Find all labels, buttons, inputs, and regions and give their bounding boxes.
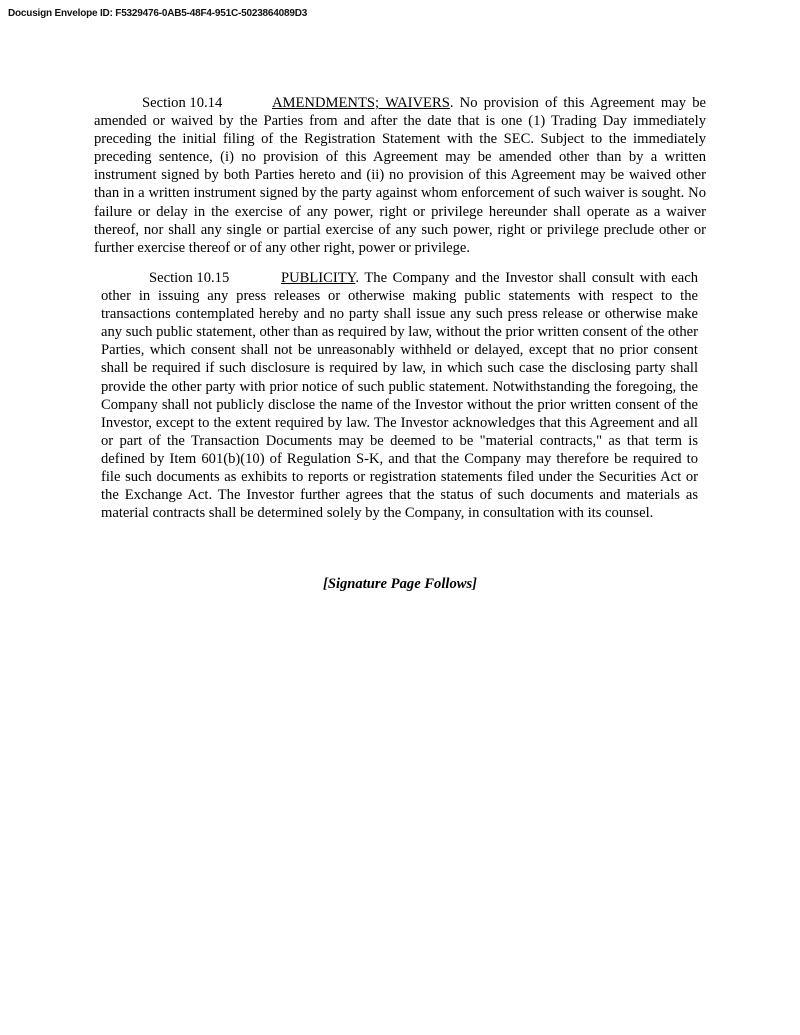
- section-heading: PUBLICITY: [281, 270, 356, 286]
- section-body: . No provision of this Agreement may be amended or waived by the Parties from and after the date that is one (1) Trading Day immediately preceding the initial filing of the Registration Statement with the SEC. Subject to the immediately preceding sentence, (i) no provision of this Agreement may be amended other than by a written instrument signed by both Parties hereto and (ii) no provision of this Agreement may be waived other than in a written instrument signed by the party against whom enforcement of such waiver is sought. No failure or delay in the exercise of any power, right or privilege hereunder shall operate as a waiver thereof, nor shall any single or partial exercise of any such power, right or privilege preclude other or further exercise thereof or of any other right, power or privilege.: [94, 95, 706, 256]
- section-10-14-paragraph: [94, 94, 706, 257]
- signature-page-note: [Signature Page Follows]: [322, 576, 478, 592]
- section-body: . The Company and the Investor shall consult with each other in issuing any press releases or otherwise making public statements with respect to the transactions contemplated hereby and no party shall issue any such press release or otherwise make any such public statement, other than as required by law, without the prior written consent of the other Parties, which consent shall not be unreasonably withheld or delayed, except that no prior consent shall be required if such disclosure is required by law, in which such case the disclosing party shall provide the other party with prior notice of such public statement. Notwithstanding the foregoing, the Company shall not publicly disclose the name of the Investor without the prior written consent of the Investor, except to the extent required by law. The Investor acknowledges that this Agreement and all or part of the Transaction Documents may be deemed to be "material contracts," as that term is defined by Item 601(b)(10) of Regulation S-K, and that the Company may therefore be required to file such documents as exhibits to reports or registration statements filed under the Securities Act or the Exchange Act. The Investor further agrees that the status of such documents and materials as material contracts shall be determined solely by the Company, in consultation with its counsel.: [101, 270, 698, 522]
- section-heading: AMENDMENTS; WAIVERS: [272, 95, 450, 111]
- docusign-envelope-id: Docusign Envelope ID: F5329476-0AB5-48F4-951C-5023864089D3: [8, 8, 308, 19]
- section-number: Section 10.14: [142, 95, 223, 111]
- section-10-15-paragraph: [101, 269, 698, 522]
- section-number: Section 10.15: [149, 270, 230, 286]
